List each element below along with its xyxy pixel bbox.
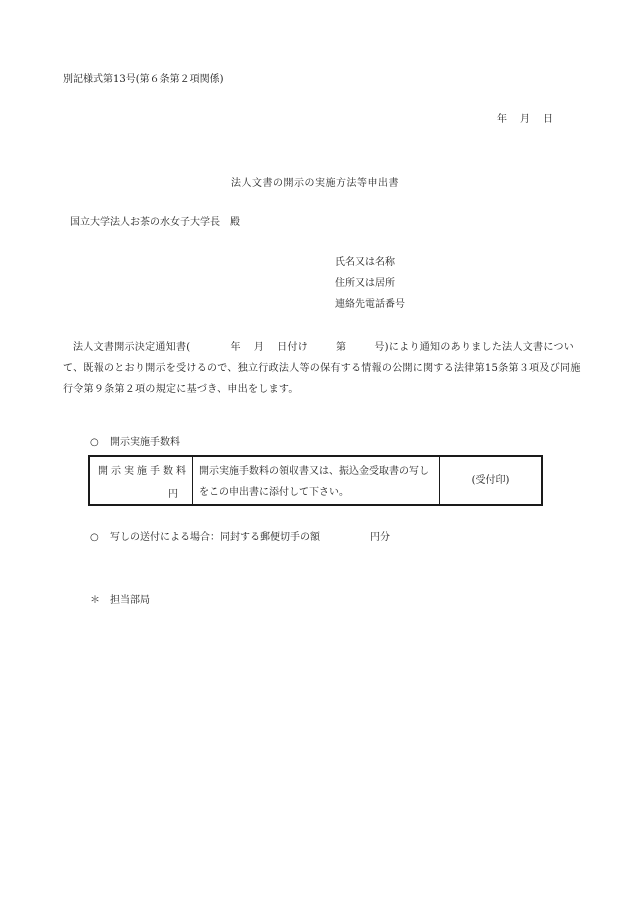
applicant-phone-label: 連絡先電話番号 xyxy=(335,299,405,310)
fee-amount-label: 開示実施手数料 xyxy=(98,466,189,477)
body-line-1 xyxy=(63,337,575,358)
fee-note-line-2: をこの申出書に添付して下さい。 xyxy=(199,487,349,498)
addressee: 国立大学法人お茶の水女子大学長 殿 xyxy=(70,217,240,228)
fee-heading xyxy=(90,438,180,448)
fee-amount-unit: 円 xyxy=(168,489,178,500)
postage-line xyxy=(90,533,390,543)
receipt-stamp-label: (受付印) xyxy=(471,474,510,486)
date-month: 月 xyxy=(520,114,530,125)
date-year: 年 xyxy=(497,114,507,125)
receipt-stamp-cell xyxy=(440,457,541,504)
department-line xyxy=(90,596,150,606)
postage-text: 写しの送付による場合：同封する郵便切手の額 xyxy=(110,532,320,543)
document-title: 法人文書の開示の実施方法等申出書 xyxy=(231,178,399,189)
asterisk-bullet-icon: ＊ xyxy=(90,595,100,606)
body-text xyxy=(63,337,581,400)
body-line-1-no: 第 xyxy=(336,342,347,353)
postage-unit: 円分 xyxy=(370,532,390,543)
applicant-block xyxy=(335,258,405,321)
body-line-1-start: 法人文書開示決定通知書( xyxy=(73,342,191,353)
circle-bullet-icon: ○ xyxy=(90,532,99,543)
fee-heading-text: 開示実施手数料 xyxy=(110,437,180,448)
applicant-name-label: 氏名又は名称 xyxy=(335,257,395,268)
body-line-1-year: 年 xyxy=(230,342,241,353)
date-day: 日 xyxy=(543,114,553,125)
date-line xyxy=(497,115,553,125)
applicant-address-label: 住所又は居所 xyxy=(335,278,395,289)
body-line-3: 行令第９条第２項の規定に基づき、申出をします。 xyxy=(63,384,299,395)
fee-note-cell xyxy=(193,457,440,504)
department-text: 担当部局 xyxy=(110,595,150,606)
fee-amount-cell xyxy=(90,457,193,504)
body-line-1-end: 号)により通知のありました法人文書につい xyxy=(374,342,575,353)
form-number: 別記様式第13号(第６条第２項関係) xyxy=(63,74,224,85)
fee-table xyxy=(88,455,543,506)
body-line-2: て、既報のとおり開示を受けるので、独立行政法人等の保有する情報の公開に関する法律第15条第３項及び同施 xyxy=(63,363,581,374)
fee-note-line-1: 開示実施手数料の領収書又は、振込金受取書の写し xyxy=(199,466,429,477)
body-line-1-day: 日付け xyxy=(277,342,309,353)
circle-bullet-icon: ○ xyxy=(90,437,99,448)
body-line-1-month: 月 xyxy=(253,342,265,353)
